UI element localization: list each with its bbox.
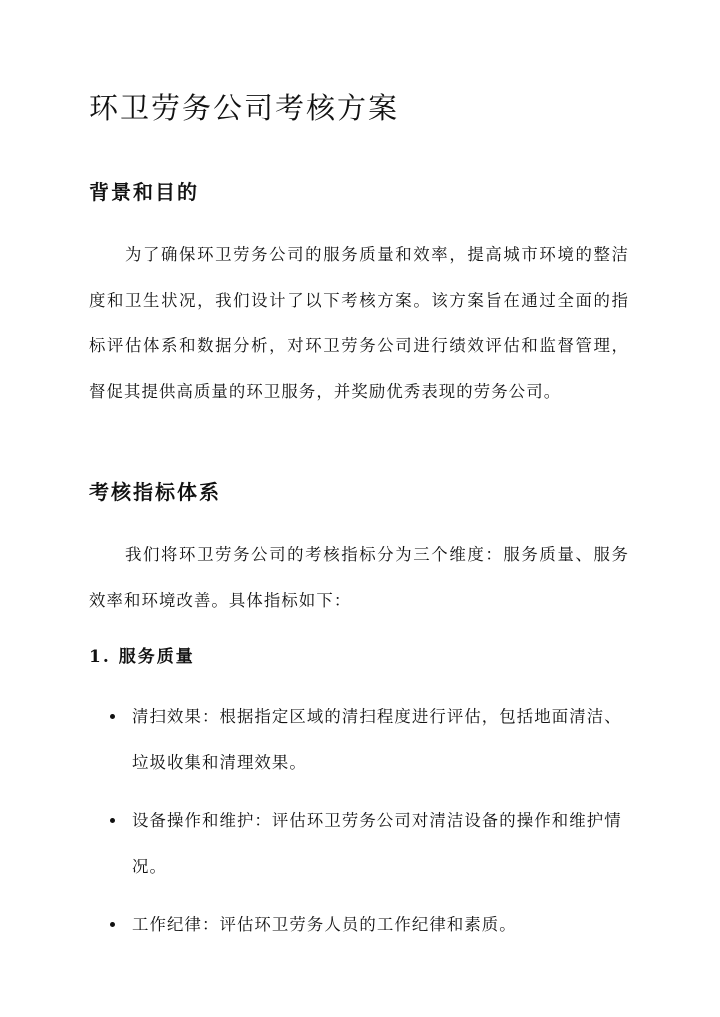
service-quality-list	[89, 694, 649, 961]
list-item	[89, 694, 622, 785]
background-paragraph: 为了确保环卫劳务公司的服务质量和效率，提高城市环境的整洁度和卫生状况，我们设计了以下考核方案。该方案旨在通过全面的指标评估体系和数据分析，对环卫劳务公司进行绩效评估和监督管理，督促其提供高质量的环卫服务，并奖励优秀表现的劳务公司。	[89, 245, 629, 401]
list-item	[89, 798, 622, 889]
section-heading-metrics: 考核指标体系	[89, 480, 221, 504]
subsection-number: 1.	[89, 647, 111, 667]
list-item-text: 清扫效果：根据指定区域的清扫程度进行评估，包括地面清洁、垃圾收集和清理效果。	[132, 707, 622, 772]
list-item-text: 工作纪律：评估环卫劳务人员的工作纪律和素质。	[132, 915, 517, 934]
bullet-icon	[110, 714, 115, 719]
document-title: 环卫劳务公司考核方案	[89, 91, 400, 125]
metrics-paragraph: 我们将环卫劳务公司的考核指标分为三个维度：服务质量、服务效率和环境改善。具体指标如下：	[89, 545, 629, 610]
subsection-heading-service-quality	[89, 642, 195, 667]
list-item	[89, 902, 622, 948]
subsection-title: 服务质量	[118, 647, 195, 667]
list-item-text: 设备操作和维护：评估环卫劳务公司对清洁设备的操作和维护情况。	[132, 811, 622, 876]
section-heading-background: 背景和目的	[89, 180, 199, 204]
bullet-icon	[110, 818, 115, 823]
bullet-icon	[110, 922, 115, 927]
